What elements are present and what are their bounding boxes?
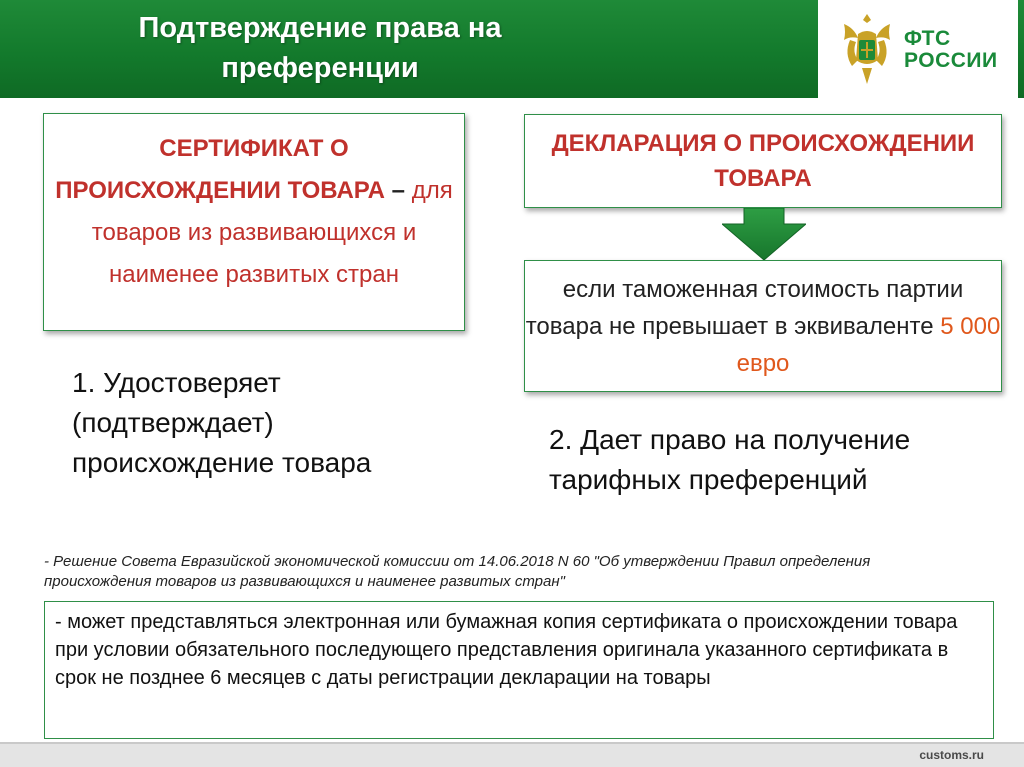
note-box — [44, 601, 994, 739]
declaration-title: ДЕКЛАРАЦИЯ О ПРОИСХОЖДЕНИИ ТОВАРА — [551, 130, 975, 192]
down-arrow-icon — [722, 208, 806, 260]
note-text: - может представляться электронная или бумажная копия сертификата о происхождении товара при условии обязательного последующего представления оригинала указанного сертификата в срок не позднее 6 месяцев с даты регистрации декларации на товары — [55, 611, 958, 689]
point-2: 2. Дает право на получение тарифных преференций — [549, 424, 911, 495]
header-bar — [0, 0, 1024, 98]
declaration-box — [524, 114, 1002, 208]
condition-box — [524, 260, 1002, 392]
certificate-title: СЕРТИФИКАТ О ПРОИСХОЖДЕНИИ ТОВАРА — [55, 135, 386, 204]
page-title: Подтверждение права на преференции — [138, 12, 502, 84]
condition-text: если таможенная стоимость партии товара не превышает в эквиваленте — [525, 276, 964, 340]
certificate-dash: – — [385, 177, 412, 204]
fts-logo — [818, 0, 1018, 98]
site-link[interactable]: customs.ru — [919, 748, 984, 762]
certificate-desc: для товаров из развивающихся и наименее развитых стран — [91, 177, 453, 288]
footer-divider — [0, 742, 1024, 744]
footer-bar — [0, 742, 1024, 767]
logo-line2: РОССИИ — [904, 49, 998, 72]
condition-amount: 5 000 евро — [736, 313, 1001, 377]
certificate-box — [43, 113, 465, 331]
logo-text — [904, 28, 998, 72]
double-headed-eagle-icon — [836, 10, 898, 90]
legal-footnote: - Решение Совета Евразийской экономической комиссии от 14.06.2018 N 60 "Об утверждении Правил определения происхождения товаров из развивающихся и наименее развитых стран" — [44, 553, 871, 590]
point-1: 1. Удостоверяет (подтверждает) происхождение товара — [72, 367, 372, 478]
logo-line1: ФТС — [904, 27, 951, 50]
